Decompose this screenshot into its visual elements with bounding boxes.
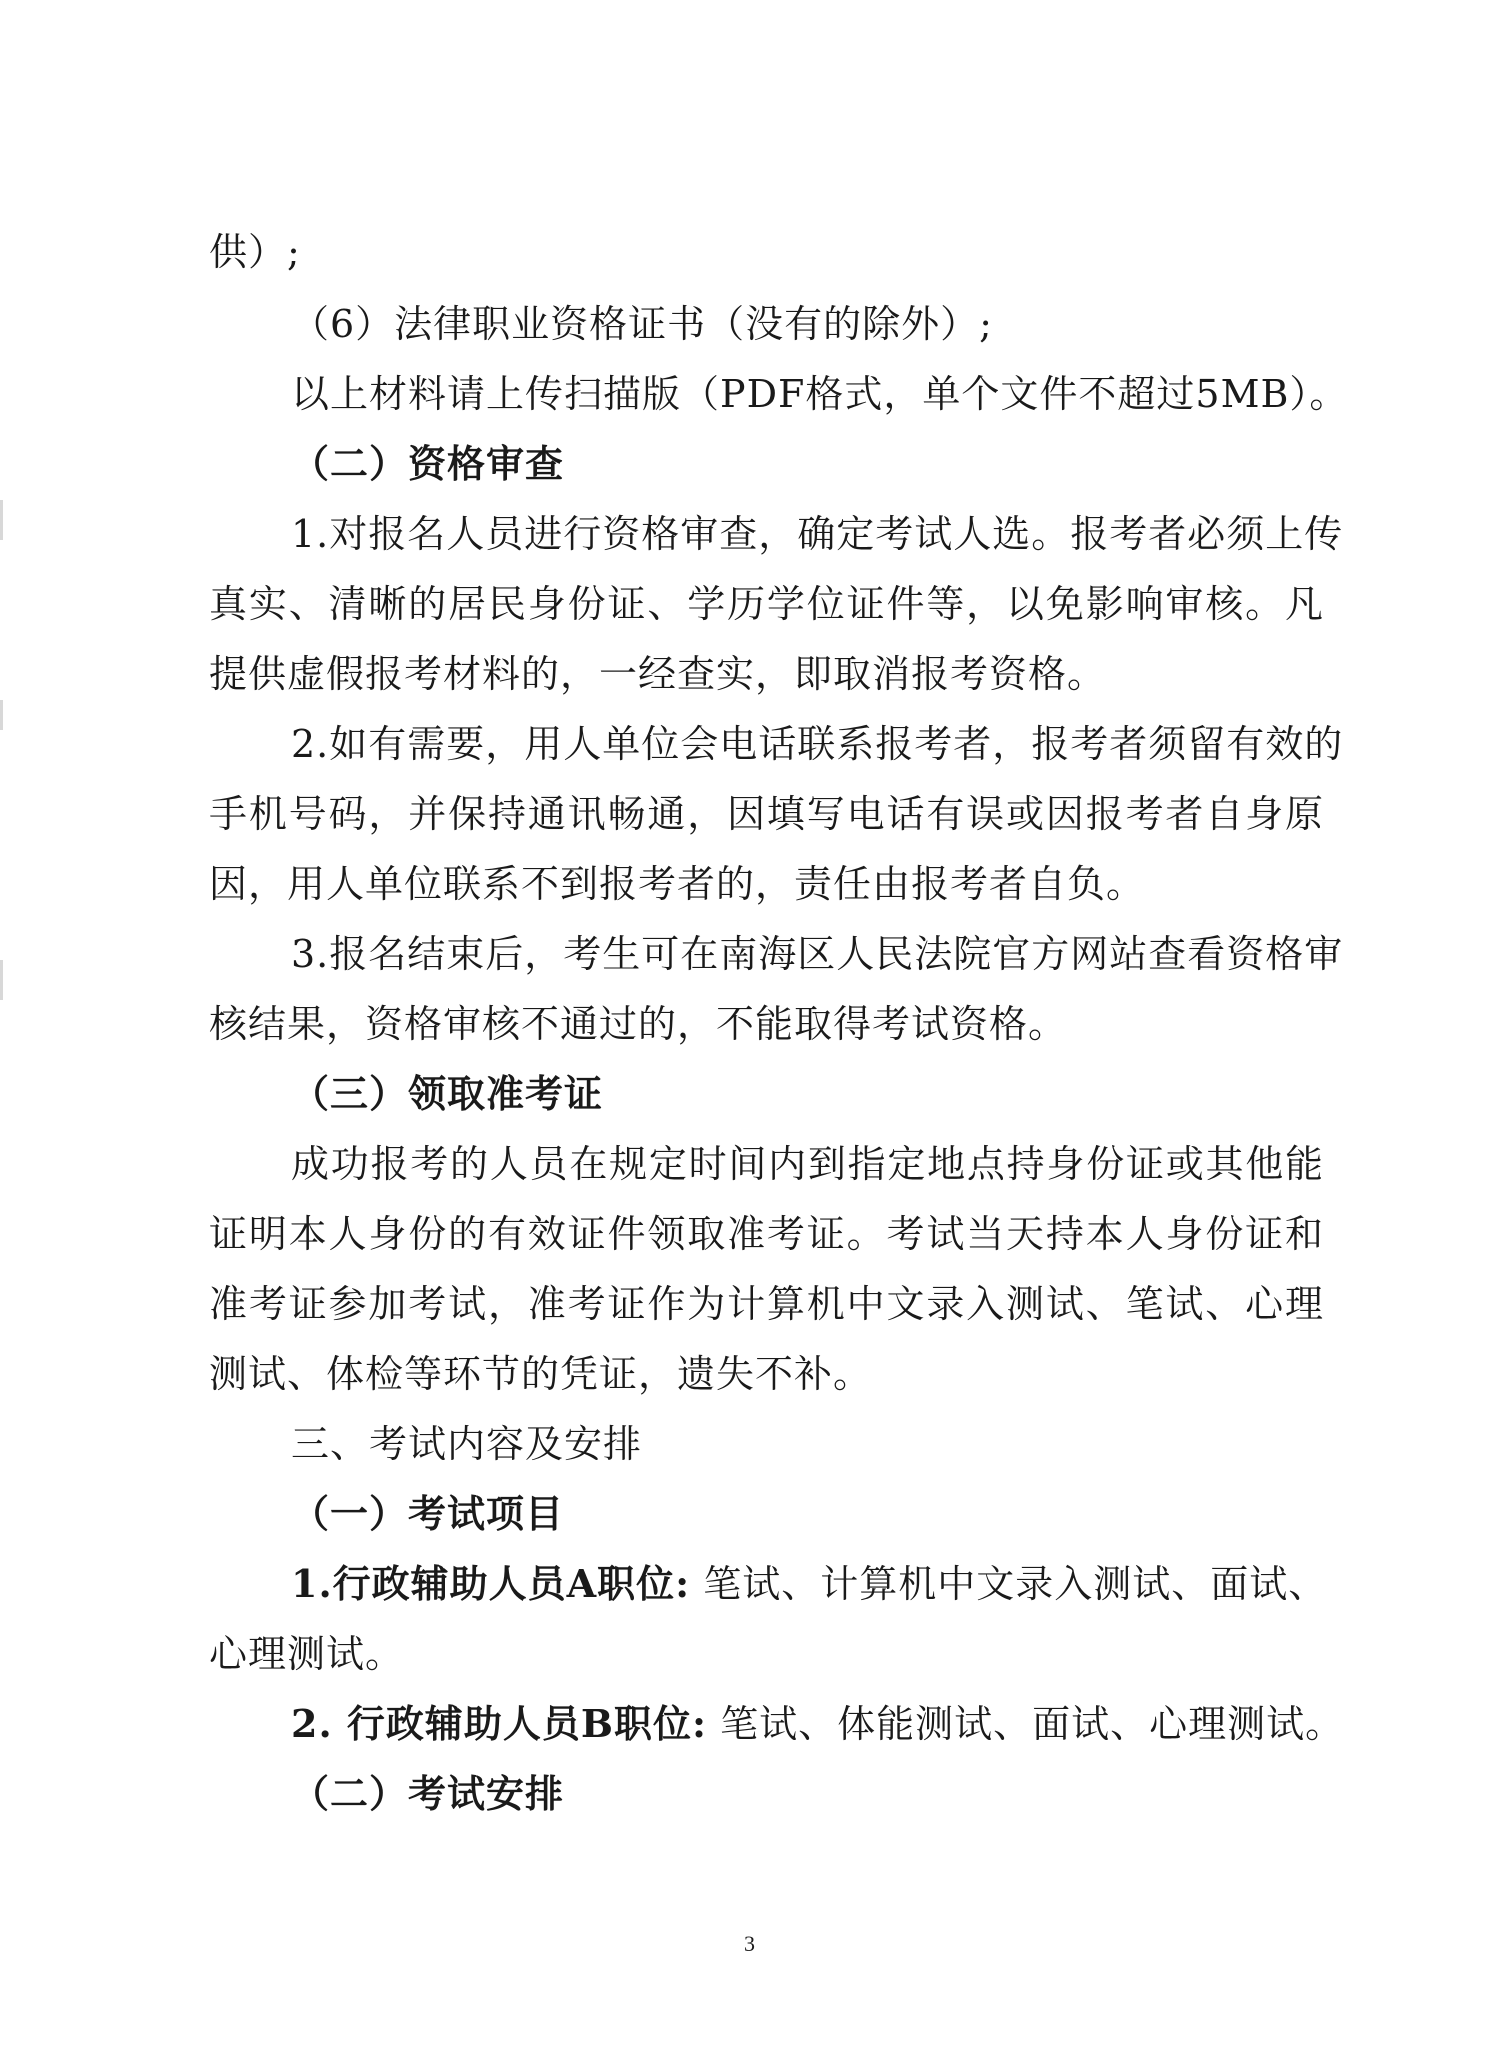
paragraph-line: 1.对报名人员进行资格审查，确定考试人选。报考者必须上传 <box>291 512 1344 556</box>
section-heading-qualification-review: （二）资格审查 <box>291 441 565 486</box>
paragraph-line: 测试、体检等环节的凭证，遗失不补。 <box>209 1352 873 1396</box>
chapter-heading-exam-content: 三、考试内容及安排 <box>291 1422 643 1466</box>
scan-artifact-mark <box>0 960 3 1000</box>
paragraph-line: 证明本人身份的有效证件领取准考证。考试当天持本人身份证和 <box>209 1212 1324 1256</box>
paragraph-line: 2.如有需要，用人单位会电话联系报考者，报考者须留有效的 <box>291 722 1344 766</box>
section-heading-exam-schedule: （二）考试安排 <box>291 1771 565 1816</box>
paragraph-line: 3.报名结束后，考生可在南海区人民法院官方网站查看资格审 <box>291 932 1344 976</box>
scan-artifact-mark <box>0 500 3 540</box>
paragraph-line: 手机号码，并保持通讯畅通，因填写电话有误或因报考者自身原 <box>209 792 1324 836</box>
paragraph-line: 因，用人单位联系不到报考者的，责任由报考者自负。 <box>209 862 1146 906</box>
position-a-label: 1.行政辅助人员A职位: <box>291 1561 691 1606</box>
exam-item-position-b <box>291 1700 1345 1748</box>
position-b-items: 笔试、体能测试、面试、心理测试。 <box>707 1702 1345 1746</box>
paragraph-line: 提供虚假报考材料的，一经查实，即取消报考资格。 <box>209 652 1107 696</box>
paragraph-line: 心理测试。 <box>209 1632 405 1676</box>
scan-artifact-mark <box>0 700 3 730</box>
position-a-items: 笔试、计算机中文录入测试、面试、 <box>690 1562 1328 1606</box>
paragraph-line: 核结果，资格审核不通过的，不能取得考试资格。 <box>209 1002 1068 1046</box>
position-b-label: 2. 行政辅助人员B职位: <box>291 1701 708 1746</box>
page-number: 3 <box>744 1931 755 1956</box>
list-item-6: （6）法律职业资格证书（没有的除外）; <box>291 302 993 346</box>
section-heading-exam-items: （一）考试项目 <box>291 1491 565 1536</box>
upload-note: 以上材料请上传扫描版（PDF格式，单个文件不超过5MB）。 <box>291 372 1349 416</box>
exam-item-position-a <box>291 1560 1328 1608</box>
paragraph-line: 供）; <box>209 230 301 274</box>
paragraph-line: 准考证参加考试，准考证作为计算机中文录入测试、笔试、心理 <box>209 1282 1324 1326</box>
paragraph-line: 真实、清晰的居民身份证、学历学位证件等，以免影响审核。凡 <box>209 582 1324 626</box>
section-heading-admission-ticket: （三）领取准考证 <box>291 1071 604 1116</box>
paragraph-line: 成功报考的人员在规定时间内到指定地点持身份证或其他能 <box>291 1142 1324 1186</box>
